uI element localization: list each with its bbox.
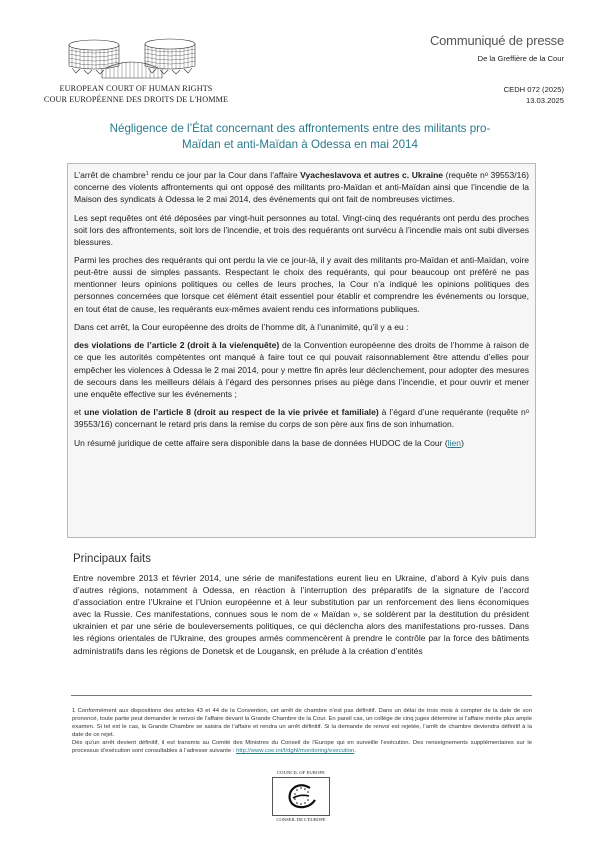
summary-paragraph-6 — [74, 406, 529, 430]
press-release-title: Communiqué de presse — [429, 33, 564, 48]
summary-paragraph-3: Parmi les proches des requérants qui ont perdu la vie ce jour-là, il y avait des militants pro-Maïdan et anti-Maïdan, voire peut-être aussi de simples passants. Respectant le choix des requérants, qui pour beaucoup ont préféré ne pas mentionner leurs opinions politiques ou celles de leurs proches, la Cour n’a indiqué les opinions politiques des personnes concernées que lorsque cet élément était essentiel pour établir et comprendre les événements ou lorsque, en tout état de cause, les requérants eux-mêmes avaient rendu ces informations publiques. — [74, 255, 529, 314]
footnote-divider — [71, 695, 532, 696]
text: . — [354, 748, 356, 755]
court-name — [36, 84, 236, 105]
text: de la Convention européenne des droits de l’homme à raison de ce que les autorités compétentes ont manqué à faire tout ce qui pouvait raisonnablement être attendu d’elles pour empêcher les violences à Odessa le 2 mai 2014, pour y mettre fin après leur déclenchement, pour adopter des mesures de secours dans les meilleurs délais à l’égard des personnes prises au piège dans l’incendie, et pour ouvrir et mener une enquête effective sur les événements ; — [74, 340, 529, 399]
summary-paragraph-2: Les sept requêtes ont été déposées par vingt-huit personnes au total. Vingt-cinq des requérants ont perdu des proches soit lors des affrontements, soit lors de l’incendie, et trois des requérants ont survécu à l’incendie mais ont subi diverses blessures. — [74, 212, 529, 247]
coe-label-fr: CONSEIL DE L'EUROPE — [276, 817, 326, 822]
release-date: 13.03.2025 — [525, 96, 564, 105]
main-facts-body — [73, 572, 529, 657]
text: Un résumé juridique de cette affaire sera disponible dans la base de données HUDOC de la Cour ( — [74, 437, 448, 448]
court-name-en: EUROPEAN COURT OF HUMAN RIGHTS — [59, 84, 213, 93]
hudoc-link[interactable]: lien — [447, 437, 462, 448]
text: rendu ce jour par la Cour dans l’affaire — [148, 170, 301, 180]
text: et — [74, 407, 85, 418]
footnote-execution — [72, 739, 532, 755]
summary-paragraph-5 — [74, 339, 529, 399]
case-name: Vyacheslavova et autres c. Ukraine — [300, 170, 444, 180]
violation-article-2: des violations de l’article 2 (droit à la vie/enquête) — [74, 340, 280, 351]
council-of-europe-logo — [268, 770, 334, 832]
violation-article-8: une violation de l’article 8 (droit au respect de la vie privée et familiale) — [84, 407, 379, 418]
title-line-1: Négligence de l’État concernant des affrontements entre des militants pro- — [109, 122, 491, 135]
court-name-fr: COUR EUROPÉENNE DES DROITS DE L'HOMME — [43, 94, 229, 104]
text: (requête nᵒ 39553/16) concerne des violents affrontements qui ont opposé des militants pro-Maïdan et anti-Maïdan ainsi que l’incendie de la Maison des syndicats à Odessa le 2 mai 2014, des événements qui ont fait de nombreuses victimes. — [74, 170, 529, 205]
text: Dès qu’un arrêt devient définitif, il est transmis au Comité des Ministres du Conseil de l’Europe qui en surveille l’exécution. Des renseignements supplémentaires sur le processus d’exécution sont consultables à l’adresse suivante : — [72, 740, 532, 755]
summary-paragraph-4: Dans cet arrêt, la Cour européenne des droits de l’homme dit, à l’unanimité, qu’il y a eu : — [74, 321, 409, 332]
summary-paragraph-1 — [74, 169, 529, 205]
press-release-subtitle: De la Greffière de la Cour — [477, 54, 564, 63]
title-line-2: Maïdan et anti-Maïdan à Odessa en mai 2014 — [182, 137, 418, 151]
summary-box — [67, 163, 536, 538]
footnote-ref[interactable]: 1 — [145, 171, 149, 177]
text: ) — [461, 437, 464, 448]
page-header — [0, 0, 600, 110]
text: à l’égard d’une requérante (requête nᵒ 39553/16) concernant le retard pris dans la remise du corps de son père aux fins de son inhumation. — [74, 407, 529, 430]
document-title — [60, 121, 540, 152]
coe-label-en: COUNCIL OF EUROPE — [277, 770, 325, 775]
summary-paragraph-7 — [74, 437, 529, 449]
execution-link[interactable]: http://www.coe.int/t/dghl/monitoring/execution — [236, 748, 355, 755]
coe-emblem-icon — [284, 782, 318, 812]
coe-emblem-frame — [272, 777, 330, 816]
footnote-1: 1 Conformément aux dispositions des articles 43 et 44 de la Convention, cet arrêt de chambre n’est pas définitif. Dans un délai de trois mois à compter de la date de son prononcé, toute partie peut demander le renvoi de l’affaire devant la Grande Chambre de la Cour. En pareil cas, un collège de cinq juges détermine si l’affaire mérite plus ample examen. Si tel est le cas, la Grande Chambre se saisira de l’affaire et rendra un arrêt définitif. Si la demande de renvoi est rejetée, l’arrêt de chambre deviendra définitif à la date de ce rejet. — [72, 708, 532, 739]
section-heading-main-facts: Principaux faits — [73, 553, 151, 565]
reference-block — [504, 84, 564, 106]
text: L’arrêt de chambre — [74, 170, 146, 180]
court-building-logo-icon — [62, 38, 202, 80]
main-facts-paragraph: Entre novembre 2013 et février 2014, une série de manifestations eurent lieu en Ukraine, d’abord à Kyiv puis dans d’autres régions, notamment à Odessa, en réaction à l’interruption des préparatifs de la signature de l’accord d’association entre l’Ukraine et l’Union européenne et à leur substitution par un renforcement des liens économiques avec la Russie. Ces manifestations, connues sous le nom de « Maïdan », se soldèrent par la destitution du président ukrainien et par une série de bouleversements politiques, ce qui déclencha alors des manifestations pro-russes. Dans les régions orientales de l’Ukraine, des groupes armés commencèrent à prendre le contrôle par la force des bâtiments administratifs dans les régions de Donetsk et de Lougansk, en prélude à la création d’entités — [73, 573, 529, 656]
reference-number: CEDH 072 (2025) — [503, 85, 564, 94]
footnotes — [72, 707, 532, 756]
